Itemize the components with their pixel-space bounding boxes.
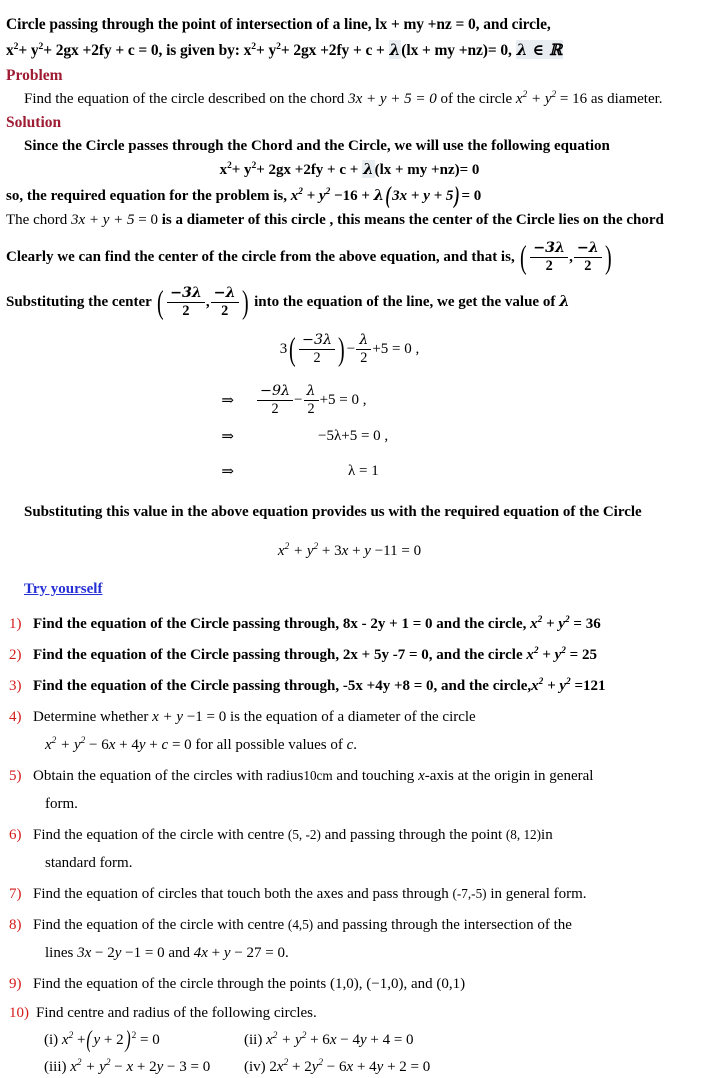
subitem-i-label: (i) xyxy=(44,1031,59,1048)
step0-num: −3λ xyxy=(299,333,335,350)
q9-point-3: , and xyxy=(403,975,437,992)
q7-point: (-7,-5) xyxy=(452,885,487,901)
q8-point: (4,5) xyxy=(287,916,314,932)
center-frac-2: $\frac{-\lambda}{2}$ xyxy=(574,241,602,274)
q8-text: Find the equation of the circle with centre xyxy=(33,916,288,933)
intro-line-2: $x^2+ y^2+ 2gx +2fy + c = 0$, is given by: $x^2+ y^2+ 2gx +2fy + c + \lambda(lx$ + my +nz)= 0, λ ∈ ℝ xyxy=(6,40,563,59)
question-number: 1) xyxy=(9,615,22,632)
lambda-symbol: λ xyxy=(389,40,401,59)
subitem-ii-label: (ii) xyxy=(244,1031,263,1048)
derivation-step-0: 3( $\frac{-3\lambda}{2}$ ) − $\frac{\lambda}{2}$ +5 = 0 , xyxy=(279,331,420,368)
subitem-i xyxy=(44,1026,244,1053)
subitem-iii xyxy=(44,1056,244,1078)
question-number: 8) xyxy=(9,916,22,933)
subitem-iv xyxy=(244,1056,430,1078)
step0-coefficient: 3 xyxy=(279,340,288,357)
q6-point-1: (5, -2) xyxy=(287,826,321,842)
solution-final-equation: $x^2 + y^2 + 3x + y -11 = 0$ xyxy=(277,541,422,559)
solution-line-2-eq: $x^2 + y^2 -16 + \lambda(3x + y + 5)= 0$ xyxy=(290,183,482,210)
intro-eq-x: x xyxy=(6,42,14,59)
subitem-i-eq: $x^2 +(y + 2)^2 = 0$ xyxy=(61,1026,160,1053)
intro-line-1-text: Circle passing through the point of intersection of a line, lx + my +nz = 0, and circle, xyxy=(6,16,551,33)
subst-paren-open: ( xyxy=(157,284,165,321)
q9-point-2: (−1,0) xyxy=(366,975,404,992)
solution-line-3-pre: The chord xyxy=(6,212,71,228)
question-item-10 xyxy=(6,1002,693,1024)
q6-continuation: standard form. xyxy=(45,854,133,871)
question-number: 4) xyxy=(9,708,22,725)
q5-text3: -axis at the origin in general xyxy=(424,767,594,784)
question-body xyxy=(33,675,693,697)
problem-text-c: as diameter. xyxy=(587,91,663,107)
question-item-4 xyxy=(6,706,693,756)
q1-text: Find the equation of the Circle passing through, 8x - 2y + 1 = 0 and the circle, xyxy=(33,615,531,632)
q8-cont-end: . xyxy=(284,944,289,961)
q1-eq: $x^2 + y^2 = 36$ xyxy=(530,614,601,632)
problem-statement xyxy=(6,88,693,110)
q8-cont-eq1: 3x − 2y −1 = 0 xyxy=(77,944,165,961)
step1-num: −9λ xyxy=(257,384,293,401)
implies-arrow-1: ⇒ xyxy=(221,392,234,409)
question-item-9 xyxy=(6,973,693,995)
q5-continuation: form. xyxy=(45,795,78,812)
step1-num2: λ xyxy=(304,384,319,401)
problem-text-a: Find the equation of the circle described on the chord xyxy=(24,91,349,107)
q6-point-2: (8, 12) xyxy=(505,826,542,842)
lambda-in-reals: λ ∈ ℝ xyxy=(516,40,563,59)
question-number: 7) xyxy=(9,885,22,902)
question-number: 10) xyxy=(9,1004,29,1021)
subitem-iii-eq: $x^2 + y^2 - x + 2y - 3 = 0$ xyxy=(70,1057,211,1075)
subitem-ii xyxy=(244,1029,414,1051)
derivation-step-1 xyxy=(6,384,693,417)
question-body xyxy=(33,644,693,666)
q4-cont-text: for all possible values of xyxy=(191,736,347,753)
step1-den2: 2 xyxy=(307,400,315,417)
question-item-5 xyxy=(6,765,693,815)
question-number: 6) xyxy=(9,826,22,843)
q7-text: Find the equation of circles that touch both the axes and pass through xyxy=(33,885,453,902)
subst-frac-1: $\frac{-3\lambda}{2}$ xyxy=(167,286,205,319)
q6-text: Find the equation of the circle with centre xyxy=(33,826,288,843)
question-body: Find centre and radius of the following circles. xyxy=(36,1004,317,1021)
problem-circle-eq: $x^2 + y^2 = 16$ xyxy=(515,90,588,107)
center-paren-close: ) xyxy=(604,239,612,276)
step0-den: 2 xyxy=(313,349,321,366)
q7-text2: in general form. xyxy=(486,885,587,902)
intro-eq-mid: + 2gx +2fy + c = 0, is given by: x xyxy=(43,42,252,59)
q2-text: Find the equation of the Circle passing through, 2x + 5y -7 = 0, and the circle xyxy=(33,646,527,663)
problem-chord-eq: 3x + y + 5 = 0 xyxy=(348,91,437,107)
q5-text2: and touching xyxy=(332,767,419,784)
question-item-8 xyxy=(6,914,693,964)
solution-line-4: Clearly we can find the center of the circle from the above equation, and that is, ( $\frac{-3\lambda}{2}$ , $\frac{-\lambda}{2}$ ) xyxy=(6,239,612,276)
derivation-step-2 xyxy=(6,427,693,446)
question-body xyxy=(33,706,693,756)
solution-heading: Solution xyxy=(6,114,62,131)
question-number: 5) xyxy=(9,767,22,784)
q9-point-1: (1,0), xyxy=(330,975,363,992)
q5-radius-value: 10cm xyxy=(303,767,333,783)
step2-expression: −5λ+5 = 0 , xyxy=(318,427,389,444)
question-10-subrow-2 xyxy=(6,1056,693,1078)
try-yourself-container xyxy=(6,563,693,604)
derivation-step-3 xyxy=(6,462,693,481)
step0-num2: λ xyxy=(356,333,371,350)
q9-point-4: (0,1) xyxy=(436,975,466,992)
subst-paren-close: ) xyxy=(241,284,249,321)
problem-text-b: of the circle xyxy=(436,91,516,107)
solution-line-3-eq: 3x + y + 5 = 0 xyxy=(70,212,159,228)
solution-line-3-post: is a diameter of this circle , this means the center of the Circle lies on the chord xyxy=(158,212,664,228)
q4-cont-eq: $x^2 + y^2 - 6x + 4y + c = 0$ xyxy=(45,735,192,753)
q6-text3: in xyxy=(541,826,553,843)
problem-heading: Problem xyxy=(6,67,63,84)
solution-line-5: Substituting the center ( $\frac{-3\lambda}{2}$ , $\frac{-\lambda}{2}$ ) into the equation of the line, we get the value of λ xyxy=(6,284,570,321)
question-item-2 xyxy=(6,644,693,666)
q6-text2: and passing through the point xyxy=(320,826,506,843)
q8-continuation xyxy=(33,942,693,964)
q3-text: Find the equation of the Circle passing through, -5x +4y +8 = 0, and the circle, xyxy=(33,677,532,694)
q5-axis-var: x xyxy=(418,767,425,784)
intro-eq-paren: (lx + my +nz)= 0 xyxy=(401,42,508,59)
subitem-iv-eq: $2x^2 + 2y^2 - 6x + 4y + 2 = 0$ xyxy=(269,1057,431,1075)
q3-eq: $x^2 + y^2 =121$ xyxy=(531,676,606,694)
q4-eq: x + y −1 = 0 xyxy=(152,708,227,725)
center-paren-open: ( xyxy=(520,239,528,276)
solution-line-5-pre: Substituting the center xyxy=(6,293,152,310)
try-yourself-link[interactable]: Try yourself xyxy=(24,580,103,597)
step1-tail: +5 = 0 , xyxy=(319,391,367,408)
q8-cont-mid: and xyxy=(164,944,194,961)
question-item-1 xyxy=(6,613,693,635)
q8-cont-pre: lines xyxy=(45,944,78,961)
question-number: 3) xyxy=(9,677,22,694)
question-body xyxy=(33,914,693,964)
q4-continuation xyxy=(33,734,693,756)
solution-line-2-pre: so, the required equation for the problem is, xyxy=(6,188,291,204)
step3-expression: λ = 1 xyxy=(348,462,379,479)
q4-cont-var: c xyxy=(346,736,354,753)
solution-line-5-lambda: λ xyxy=(559,291,570,310)
question-10-subrow-1 xyxy=(6,1026,693,1053)
intro-eq-y: + y xyxy=(18,42,39,59)
step1-expression xyxy=(256,384,693,417)
solution-conclusion: Substituting this value in the above equation provides us with the required equation of the Circle xyxy=(24,503,642,520)
intro-line-1 xyxy=(6,12,693,37)
subitem-ii-eq: $x^2 + y^2 + 6x - 4y + 4 = 0$ xyxy=(266,1030,414,1048)
step0-den2: 2 xyxy=(360,349,368,366)
q5-text: Obtain the equation of the circles with radius xyxy=(33,767,304,784)
intro-eq-tail: + 2gx +2fy + c + xyxy=(280,42,389,59)
step1-minus: − xyxy=(294,391,303,408)
solution-line-3 xyxy=(6,209,693,231)
subitem-iv-label: (iv) xyxy=(244,1058,266,1075)
step0-minus: − xyxy=(346,340,356,357)
q4-text2: is the equation of a diameter of the circle xyxy=(226,708,476,725)
step1-den: 2 xyxy=(271,400,279,417)
question-item-3 xyxy=(6,675,693,697)
question-number: 9) xyxy=(9,975,22,992)
q2-eq: $x^2 + y^2 = 25$ xyxy=(526,645,597,663)
question-body xyxy=(33,613,693,635)
solution-line-1: Since the Circle passes through the Chord and the Circle, we will use the following equation xyxy=(24,138,610,154)
question-item-7 xyxy=(6,883,693,905)
solution-line-4-text: Clearly we can find the center of the circle from the above equation, and that is, xyxy=(6,248,515,265)
implies-arrow-3: ⇒ xyxy=(221,463,234,480)
q9-text: Find the equation of the circle through the points xyxy=(33,975,331,992)
solution-line-2 xyxy=(6,183,693,210)
implies-arrow-2: ⇒ xyxy=(221,428,234,445)
intro-eq-comma: , xyxy=(508,42,512,59)
solution-display-equation: $x^2+ y^2+ 2gx +2fy + c + \lambda(lx$ + my +nz)= 0 xyxy=(219,160,480,178)
intro-eq-y2: + y xyxy=(255,42,277,59)
subitem-iii-label: (iii) xyxy=(44,1058,67,1075)
question-body xyxy=(33,973,693,995)
q4-text: Determine whether xyxy=(33,708,153,725)
question-body xyxy=(33,883,693,905)
q8-text2: and passing through the intersection of the xyxy=(313,916,572,933)
q4-cont-end: . xyxy=(353,736,358,753)
step0-tail: +5 = 0 , xyxy=(372,340,420,357)
question-item-6 xyxy=(6,824,693,874)
solution-line-5-post: into the equation of the line, we get the value of xyxy=(254,293,560,310)
question-number: 2) xyxy=(9,646,22,663)
center-frac-1: $\frac{-3\lambda}{2}$ xyxy=(530,241,568,274)
q8-cont-eq2: 4x + y − 27 = 0 xyxy=(193,944,285,961)
subst-frac-2: $\frac{-\lambda}{2}$ xyxy=(211,286,239,319)
question-body xyxy=(33,765,693,815)
question-body xyxy=(33,824,693,874)
